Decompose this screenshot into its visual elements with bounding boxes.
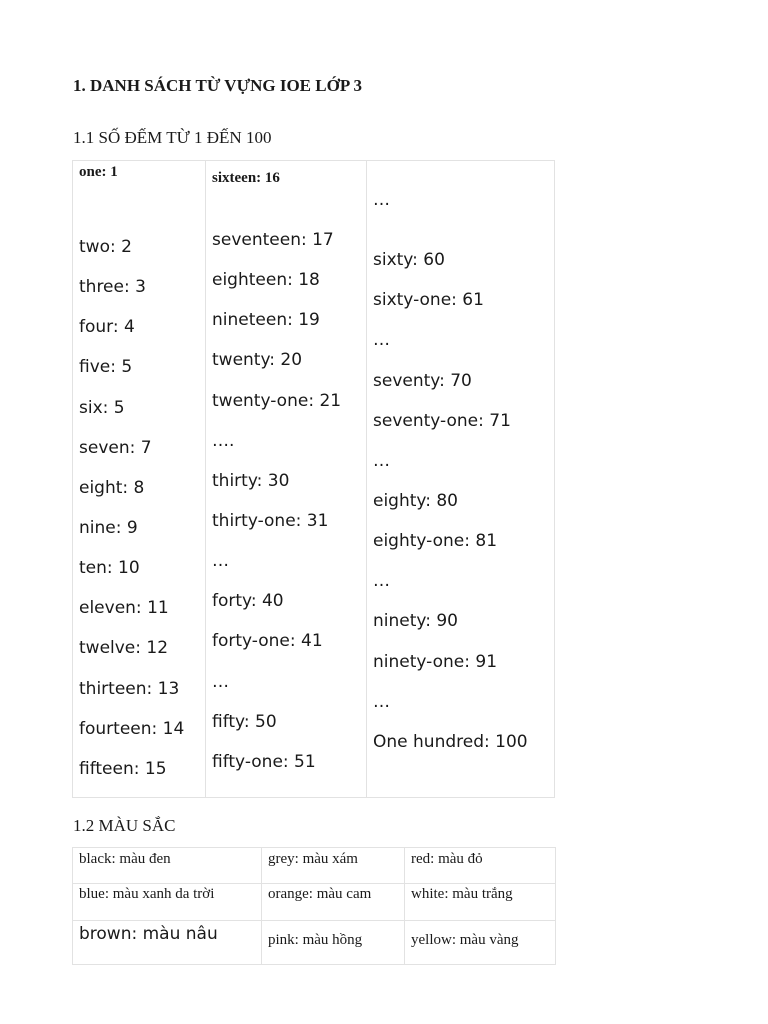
list-item: two: 2 xyxy=(79,237,132,257)
list-item: twelve: 12 xyxy=(79,638,169,659)
document-title: 1. DANH SÁCH TỪ VỰNG IOE LỚP 3 xyxy=(73,76,363,95)
list-item: twenty-one: 21 xyxy=(212,390,342,411)
list-item: …. xyxy=(212,430,235,451)
list-item: twenty: 20 xyxy=(212,350,303,371)
list-item: fifteen: 15 xyxy=(79,758,167,779)
colors-section-heading: 1.2 MÀU SẮC xyxy=(73,816,176,835)
table-cell: brown: màu nâu xyxy=(73,921,262,965)
colors-table xyxy=(72,847,556,965)
list-item: thirty: 30 xyxy=(212,470,290,491)
table-cell: orange: màu cam xyxy=(262,884,405,921)
list-item: eighteen: 18 xyxy=(212,270,320,291)
list-item: sixty-one: 61 xyxy=(373,290,484,311)
list-item: four: 4 xyxy=(79,317,135,338)
list-item: eleven: 11 xyxy=(79,598,169,619)
list-item: eighty-one: 81 xyxy=(373,531,498,552)
list-item: fifty: 50 xyxy=(212,711,277,732)
list-item: … xyxy=(373,450,390,471)
list-item: ninety-one: 91 xyxy=(373,651,498,672)
list-item: fourteen: 14 xyxy=(79,718,185,739)
list-item: fifty-one: 51 xyxy=(212,751,316,772)
table-row xyxy=(73,884,556,921)
table-cell: blue: màu xanh da trời xyxy=(73,884,262,921)
list-item: five: 5 xyxy=(79,357,133,378)
list-item: six: 5 xyxy=(79,397,125,418)
list-spacer xyxy=(373,228,528,248)
list-item: ten: 10 xyxy=(79,558,140,579)
list-item: … xyxy=(373,571,390,592)
list-item: … xyxy=(373,330,390,351)
numbers-table xyxy=(72,160,555,798)
list-item: … xyxy=(373,691,390,712)
list-item: ninety: 90 xyxy=(373,611,458,632)
list-item: thirteen: 13 xyxy=(79,678,180,699)
numbers-list xyxy=(79,235,184,797)
list-item: nineteen: 19 xyxy=(212,310,320,331)
table-cell: white: màu trắng xyxy=(405,884,556,921)
list-item: forty-one: 41 xyxy=(212,631,323,652)
table-cell: yellow: màu vàng xyxy=(405,921,556,965)
list-item: three: 3 xyxy=(79,277,146,298)
list-item: eight: 8 xyxy=(79,477,145,498)
numbers-column-1 xyxy=(73,161,205,797)
list-item: seventeen: 17 xyxy=(212,230,334,250)
list-item: One hundred: 100 xyxy=(373,731,528,752)
numbers-list xyxy=(212,228,341,790)
table-cell: red: màu đỏ xyxy=(405,848,556,884)
numbers-column-3 xyxy=(366,161,554,797)
column-head-item: one: 1 xyxy=(79,164,118,180)
list-item: thirty-one: 31 xyxy=(212,510,329,531)
numbers-section-heading: 1.1 SỐ ĐẾM TỪ 1 ĐẾN 100 xyxy=(73,128,272,147)
list-item: forty: 40 xyxy=(212,591,284,612)
column-head-item: sixteen: 16 xyxy=(212,170,280,186)
table-cell: black: màu đen xyxy=(73,848,262,884)
table-cell: grey: màu xám xyxy=(262,848,405,884)
list-item: seventy: 70 xyxy=(373,370,472,391)
table-row xyxy=(73,921,556,965)
list-item: … xyxy=(212,671,229,692)
list-item: sixty: 60 xyxy=(373,250,445,271)
numbers-list xyxy=(373,188,528,770)
list-item: nine: 9 xyxy=(79,517,138,538)
list-item: seven: 7 xyxy=(79,437,152,458)
numbers-column-2 xyxy=(205,161,366,797)
list-item: … xyxy=(373,190,390,210)
table-cell: pink: màu hồng xyxy=(262,921,405,965)
list-item: … xyxy=(212,551,229,572)
table-row xyxy=(73,848,556,884)
list-item: seventy-one: 71 xyxy=(373,410,511,431)
list-item: eighty: 80 xyxy=(373,490,458,511)
